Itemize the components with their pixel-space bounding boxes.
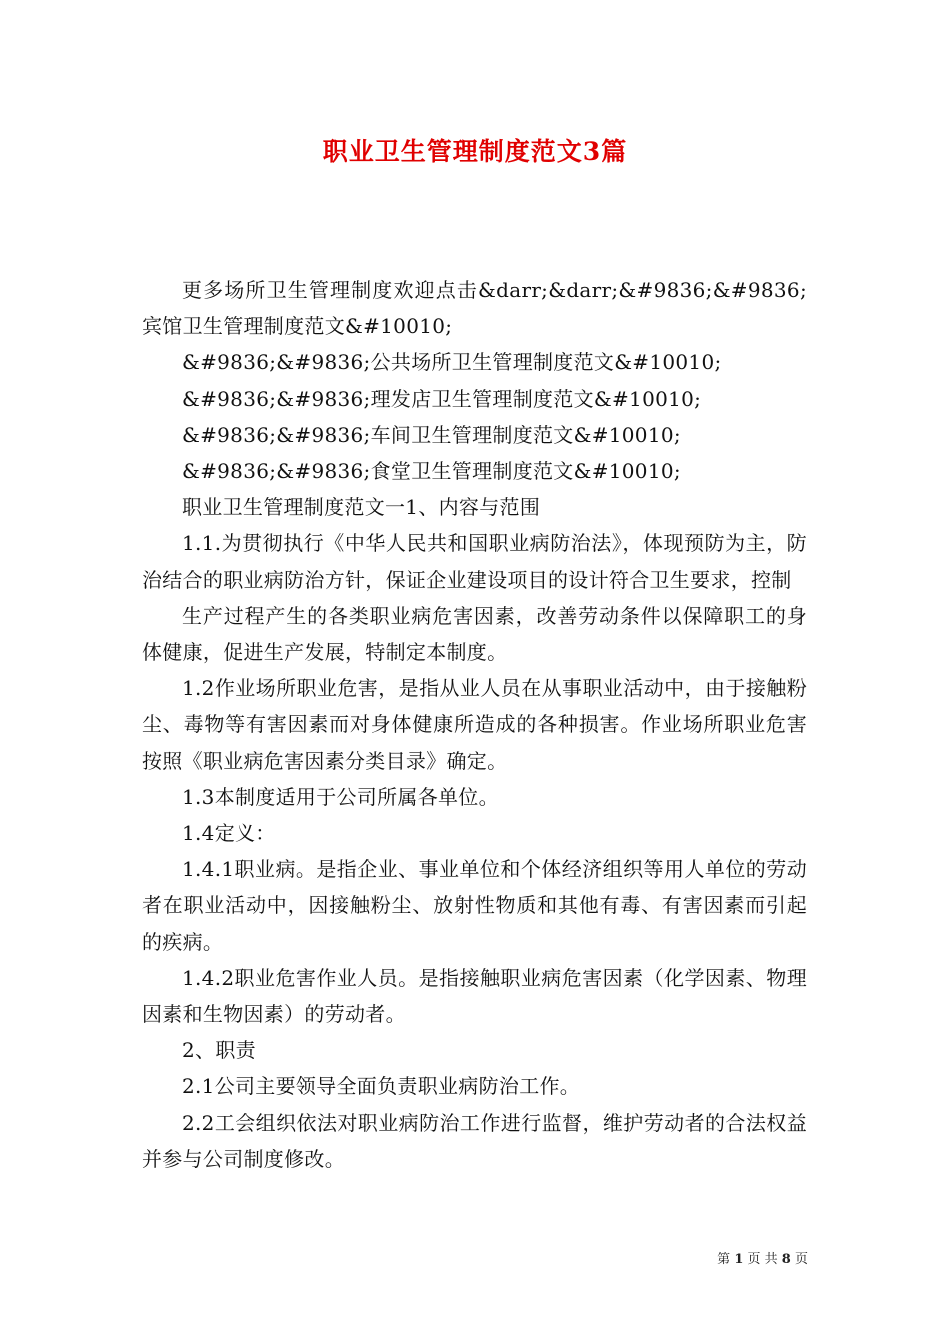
paragraph: &#9836;&#9836;食堂卫生管理制度范文&#10010;: [182, 459, 681, 484]
document-title: 职业卫生管理制度范文3篇: [322, 137, 628, 166]
document-body: [142, 272, 807, 1177]
paragraph: &#9836;&#9836;车间卫生管理制度范文&#10010;: [182, 422, 681, 447]
paragraph: 2.1公司主要领导全面负责职业病防治工作。: [182, 1074, 581, 1099]
section-heading: 2、职责: [182, 1038, 256, 1063]
paragraph: &#9836;&#9836;理发店卫生管理制度范文&#10010;: [182, 386, 702, 411]
total-page-count: 8: [781, 1252, 791, 1267]
footer-middle: 页 共: [747, 1252, 778, 1267]
paragraph: 1.2作业场所职业危害，是指从业人员在从事职业活动中，由于接触粉尘、毒物等有害因素而对身体健康所造成的各种损害。作业场所职业危害按照《职业病危害因素分类目录》确定。: [142, 676, 807, 773]
page-number-footer: [717, 1248, 808, 1267]
paragraph: 更多场所卫生管理制度欢迎点击&darr;&darr;&#9836;&#9836;宾馆卫生管理制度范文&#10010;: [142, 278, 807, 339]
current-page-number: 1: [734, 1252, 744, 1267]
paragraph: 2.2工会组织依法对职业病防治工作进行监督，维护劳动者的合法权益并参与公司制度修改。: [142, 1110, 807, 1171]
footer-prefix: 第: [717, 1252, 731, 1267]
paragraph: 1.3本制度适用于公司所属各单位。: [182, 784, 499, 809]
footer-suffix: 页: [794, 1252, 808, 1267]
paragraph: 1.1.为贯彻执行《中华人民共和国职业病防治法》，体现预防为主，防治结合的职业病防治方针，保证企业建设项目的设计符合卫生要求，控制: [142, 531, 807, 592]
paragraph: 1.4.2职业危害作业人员。是指接触职业病危害因素（化学因素、物理因素和生物因素）的劳动者。: [142, 965, 807, 1027]
paragraph: 1.4.1职业病。是指企业、事业单位和个体经济组织等用人单位的劳动者在职业活动中，因接触粉尘、放射性物质和其他有毒、有害因素而引起的疾病。: [142, 857, 807, 954]
paragraph: 1.4定义：: [182, 821, 276, 846]
paragraph: 生产过程产生的各类职业病危害因素，改善劳动条件以保障职工的身体健康，促进生产发展，特制定本制度。: [142, 603, 807, 665]
section-heading: 职业卫生管理制度范文一1、内容与范围: [182, 495, 541, 520]
paragraph: &#9836;&#9836;公共场所卫生管理制度范文&#10010;: [182, 350, 722, 375]
